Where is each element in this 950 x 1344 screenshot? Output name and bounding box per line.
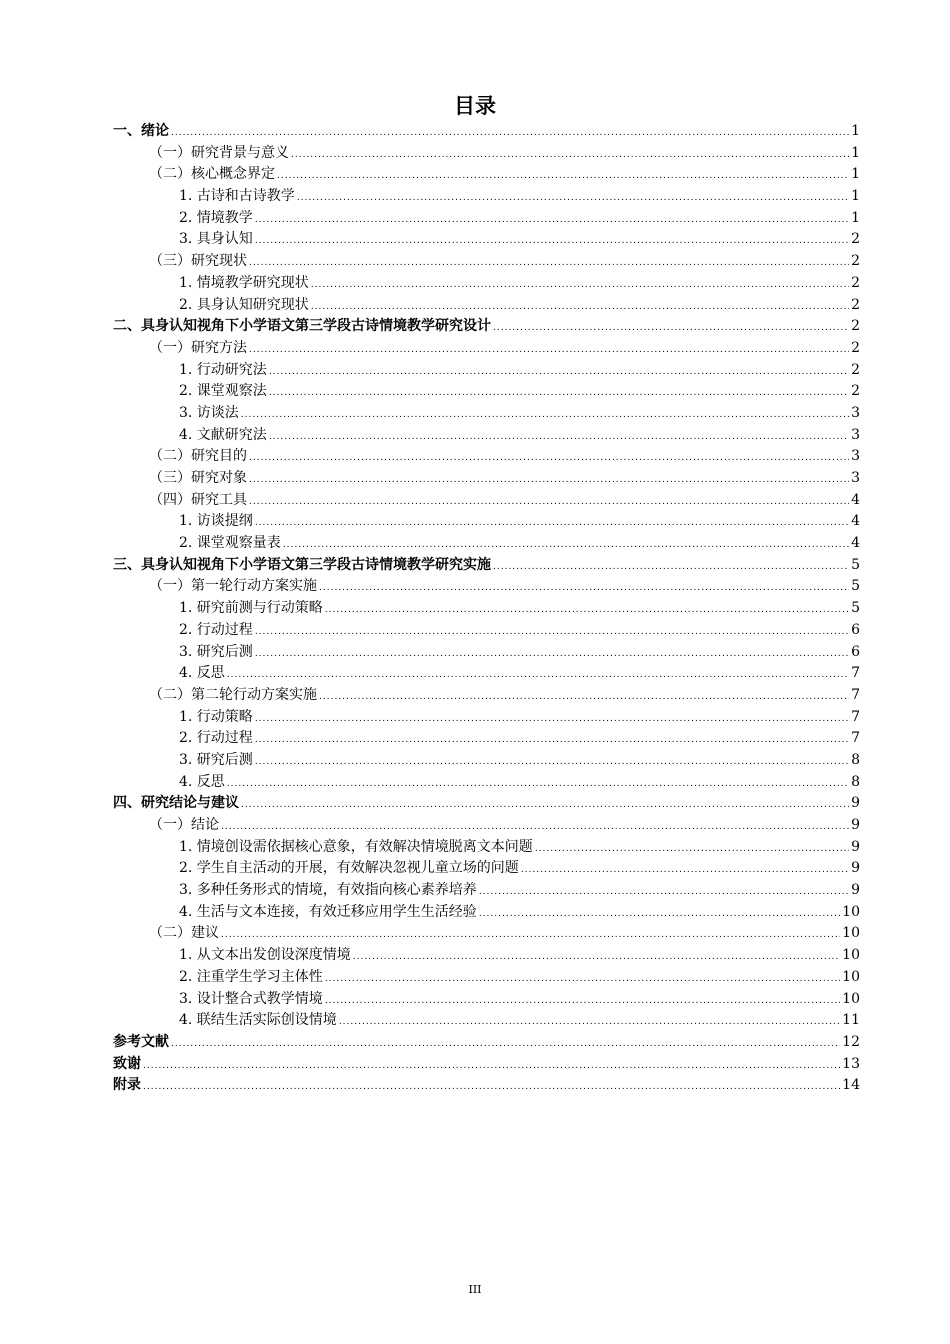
toc-title: 目录 — [454, 94, 496, 118]
toc-entry-label: 3. 访谈法 — [179, 404, 239, 421]
toc-entry[interactable] — [113, 880, 860, 902]
toc-entry-page: 13 — [842, 1055, 860, 1072]
dot-leader — [479, 882, 849, 904]
toc-entry[interactable] — [113, 620, 860, 642]
dot-leader — [325, 600, 849, 622]
toc-entry-page: 11 — [842, 1012, 860, 1029]
toc-entry-page: 4 — [851, 513, 860, 530]
toc-entry-label: 4. 反思 — [179, 773, 225, 790]
toc-entry-page: 5 — [851, 578, 860, 595]
toc-entry[interactable] — [113, 533, 860, 555]
toc-entry-label: 4. 联结生活实际创设情境 — [179, 1012, 337, 1029]
toc-entry[interactable] — [113, 772, 860, 794]
toc-entry[interactable] — [113, 1075, 860, 1097]
toc-entry[interactable] — [113, 295, 860, 317]
toc-entry-page: 5 — [851, 600, 860, 617]
toc-entry[interactable] — [113, 1032, 860, 1054]
toc-entry-page: 9 — [851, 817, 860, 833]
dot-leader — [241, 795, 849, 817]
toc-entry-page: 2 — [851, 339, 860, 356]
toc-entry-page: 9 — [851, 860, 860, 877]
dot-leader — [221, 817, 849, 839]
toc-entry[interactable] — [113, 425, 860, 447]
dot-leader — [241, 405, 849, 427]
toc-entry[interactable] — [113, 468, 860, 490]
toc-entry[interactable] — [113, 707, 860, 729]
dot-leader — [255, 752, 849, 774]
toc-entry[interactable] — [113, 642, 860, 664]
toc-entry[interactable] — [113, 989, 860, 1011]
toc-entry-label: 1. 情境创设需依据核心意象，有效解决情境脱离文本问题 — [179, 838, 533, 855]
toc-entry[interactable] — [113, 229, 860, 251]
dot-leader — [249, 492, 849, 514]
toc-entry[interactable] — [113, 143, 860, 165]
toc-entry-label: 二、具身认知视角下小学语文第三学段古诗情境教学研究设计 — [113, 318, 491, 335]
dot-leader — [249, 340, 849, 362]
toc-entry[interactable] — [113, 967, 860, 989]
toc-entry[interactable] — [113, 815, 860, 837]
dot-leader — [479, 904, 840, 926]
dot-leader — [255, 513, 849, 535]
dot-leader — [255, 210, 849, 232]
toc-entry-label: 3. 多种任务形式的情境，有效指向核心素养培养 — [179, 882, 477, 899]
dot-leader — [269, 362, 849, 384]
toc-entry-page: 8 — [851, 773, 860, 790]
dot-leader — [269, 427, 849, 449]
toc-entry[interactable] — [113, 598, 860, 620]
toc-entry[interactable] — [113, 1010, 860, 1032]
toc-entry-label: 1. 行动研究法 — [179, 361, 267, 378]
toc-entry-page: 2 — [851, 253, 860, 270]
dot-leader — [319, 578, 849, 600]
dot-leader — [227, 774, 849, 796]
toc-entry[interactable] — [113, 663, 860, 685]
dot-leader — [255, 231, 849, 253]
toc-entry[interactable] — [113, 555, 860, 577]
toc-entry-label: 致谢 — [113, 1055, 141, 1072]
toc-entry[interactable] — [113, 360, 860, 382]
toc-entry-label: （一）研究背景与意义 — [149, 144, 289, 161]
toc-entry-page: 1 — [851, 166, 860, 183]
toc-entry-page: 2 — [851, 231, 860, 248]
toc-entry-label: 3. 具身认知 — [179, 231, 253, 248]
dot-leader — [269, 383, 849, 405]
toc-entry-label: （二）核心概念界定 — [149, 166, 275, 183]
toc-entry-label: （三）研究对象 — [149, 470, 247, 486]
toc-entry-page: 6 — [851, 643, 860, 660]
toc-entry-label: 2. 课堂观察量表 — [179, 535, 281, 552]
toc-entry[interactable] — [113, 576, 860, 598]
toc-entry-label: 参考文献 — [113, 1033, 169, 1050]
toc-entry-page: 10 — [842, 903, 860, 920]
dot-leader — [353, 947, 840, 969]
dot-leader — [221, 925, 840, 947]
dot-leader — [249, 470, 849, 492]
toc-entry[interactable] — [113, 837, 860, 859]
toc-entry[interactable] — [113, 338, 860, 360]
toc-entry-label: 1. 行动策略 — [179, 708, 253, 725]
toc-entry-page: 9 — [851, 795, 860, 812]
toc-entry-label: 2. 行动过程 — [179, 621, 253, 638]
dot-leader — [277, 166, 849, 188]
toc-entry-label: 1. 访谈提纲 — [179, 513, 253, 530]
dot-leader — [283, 535, 849, 557]
toc-entry[interactable] — [113, 685, 860, 707]
toc-entry-label: 2. 行动过程 — [179, 730, 253, 747]
toc-entry[interactable] — [113, 902, 860, 924]
toc-entry-label: 4. 反思 — [179, 665, 225, 682]
toc-entry[interactable] — [113, 945, 860, 967]
toc-entry-label: 4. 文献研究法 — [179, 426, 267, 443]
dot-leader — [255, 709, 849, 731]
toc-entry-page: 3 — [851, 470, 860, 486]
toc-entry-label: 2. 注重学生学习主体性 — [179, 968, 323, 985]
dot-leader — [325, 969, 840, 991]
dot-leader — [143, 1077, 840, 1099]
toc-entry-label: （二）建议 — [149, 925, 219, 942]
toc-entry-page: 1 — [851, 123, 860, 139]
toc-entry-page: 10 — [842, 925, 860, 942]
dot-leader — [339, 1012, 840, 1034]
toc-entry-label: 1. 古诗和古诗教学 — [179, 188, 295, 205]
toc-entry[interactable] — [113, 446, 860, 468]
toc-entry-page: 3 — [851, 448, 860, 465]
toc-entry-label: （一）研究方法 — [149, 339, 247, 356]
toc-entry-page: 3 — [851, 404, 860, 421]
toc-entry-page: 4 — [851, 491, 860, 508]
toc-entry-page: 6 — [851, 621, 860, 638]
dot-leader — [291, 145, 849, 167]
toc-entry-label: 2. 课堂观察法 — [179, 383, 267, 400]
dot-leader — [493, 318, 849, 340]
toc-entry-label: 2. 学生自主活动的开展，有效解决忽视儿童立场的问题 — [179, 860, 519, 877]
toc-entry-page: 7 — [851, 730, 860, 747]
toc-entry-label: 1. 研究前测与行动策略 — [179, 600, 323, 617]
toc-entry[interactable] — [113, 186, 860, 208]
toc-entry-label: 3. 设计整合式教学情境 — [179, 990, 323, 1007]
toc-entry-label: 1. 从文本出发创设深度情境 — [179, 947, 351, 964]
toc-entry-label: 2. 具身认知研究现状 — [179, 296, 309, 313]
dot-leader — [311, 297, 849, 319]
toc-entry-page: 3 — [851, 426, 860, 443]
toc-entry-label: 四、研究结论与建议 — [113, 795, 239, 812]
dot-leader — [255, 644, 849, 666]
dot-leader — [319, 687, 849, 709]
dot-leader — [255, 622, 849, 644]
dot-leader — [171, 1034, 840, 1056]
dot-leader — [171, 123, 849, 145]
toc-entry-page: 7 — [851, 708, 860, 725]
toc-entry-label: （二）第二轮行动方案实施 — [149, 686, 317, 703]
toc-entry-page: 2 — [851, 296, 860, 313]
dot-leader — [227, 665, 849, 687]
toc-entry-page: 10 — [842, 968, 860, 985]
toc-entry-page: 9 — [851, 838, 860, 855]
toc-entry-page: 1 — [851, 209, 860, 226]
toc-entry-page: 4 — [851, 535, 860, 552]
toc-entry-label: 一、绪论 — [113, 123, 169, 139]
dot-leader — [493, 557, 849, 579]
dot-leader — [255, 730, 849, 752]
toc-entry-page: 10 — [842, 947, 860, 964]
toc-entry[interactable] — [113, 381, 860, 403]
toc-entry[interactable] — [113, 273, 860, 295]
dot-leader — [297, 188, 849, 210]
toc-entry-page: 1 — [851, 144, 860, 161]
toc-entry[interactable] — [113, 793, 860, 815]
toc-entry[interactable] — [113, 728, 860, 750]
toc-entry[interactable] — [113, 208, 860, 230]
dot-leader — [249, 448, 849, 470]
toc-entry-page: 7 — [851, 686, 860, 703]
toc-entry-page: 9 — [851, 882, 860, 899]
dot-leader — [143, 1056, 840, 1078]
toc-entry-label: （一）结论 — [149, 817, 219, 833]
toc-entry[interactable] — [113, 490, 860, 512]
toc-entry[interactable] — [113, 750, 860, 772]
toc-entry-page: 2 — [851, 361, 860, 378]
dot-leader — [311, 275, 849, 297]
dot-leader — [249, 253, 849, 275]
toc-entry[interactable] — [113, 164, 860, 186]
toc-entry-label: 3. 研究后测 — [179, 751, 253, 768]
toc-entry[interactable] — [113, 858, 860, 880]
toc-entry-page: 2 — [851, 274, 860, 291]
toc-entry[interactable] — [113, 511, 860, 533]
toc-entry[interactable] — [113, 251, 860, 273]
toc-entry-page: 2 — [851, 383, 860, 400]
toc-entry-label: 4. 生活与文本连接，有效迁移应用学生生活经验 — [179, 903, 477, 920]
dot-leader — [535, 839, 849, 861]
toc-entry-page: 12 — [842, 1033, 860, 1050]
page-number-footer: III — [468, 1283, 482, 1296]
table-of-contents — [113, 121, 860, 1097]
toc-entry-page: 2 — [851, 318, 860, 335]
toc-entry-label: 3. 研究后测 — [179, 643, 253, 660]
toc-entry-label: 2. 情境教学 — [179, 209, 253, 226]
toc-entry[interactable] — [113, 923, 860, 945]
toc-entry-label: 附录 — [113, 1077, 141, 1094]
toc-entry-page: 7 — [851, 665, 860, 682]
toc-entry[interactable] — [113, 121, 860, 143]
dot-leader — [325, 991, 840, 1013]
toc-entry-label: 1. 情境教学研究现状 — [179, 274, 309, 291]
toc-entry-label: 三、具身认知视角下小学语文第三学段古诗情境教学研究实施 — [113, 556, 491, 573]
toc-entry-page: 8 — [851, 751, 860, 768]
toc-entry[interactable] — [113, 403, 860, 425]
toc-entry-page: 14 — [842, 1077, 860, 1094]
toc-entry[interactable] — [113, 316, 860, 338]
toc-entry-page: 10 — [842, 990, 860, 1007]
toc-entry-label: （一）第一轮行动方案实施 — [149, 578, 317, 595]
toc-entry-page: 5 — [851, 556, 860, 573]
toc-entry-label: （二）研究目的 — [149, 448, 247, 465]
toc-entry-label: （四）研究工具 — [149, 491, 247, 508]
dot-leader — [521, 860, 849, 882]
toc-entry-page: 1 — [851, 188, 860, 205]
toc-entry[interactable] — [113, 1054, 860, 1076]
toc-entry-label: （三）研究现状 — [149, 253, 247, 270]
